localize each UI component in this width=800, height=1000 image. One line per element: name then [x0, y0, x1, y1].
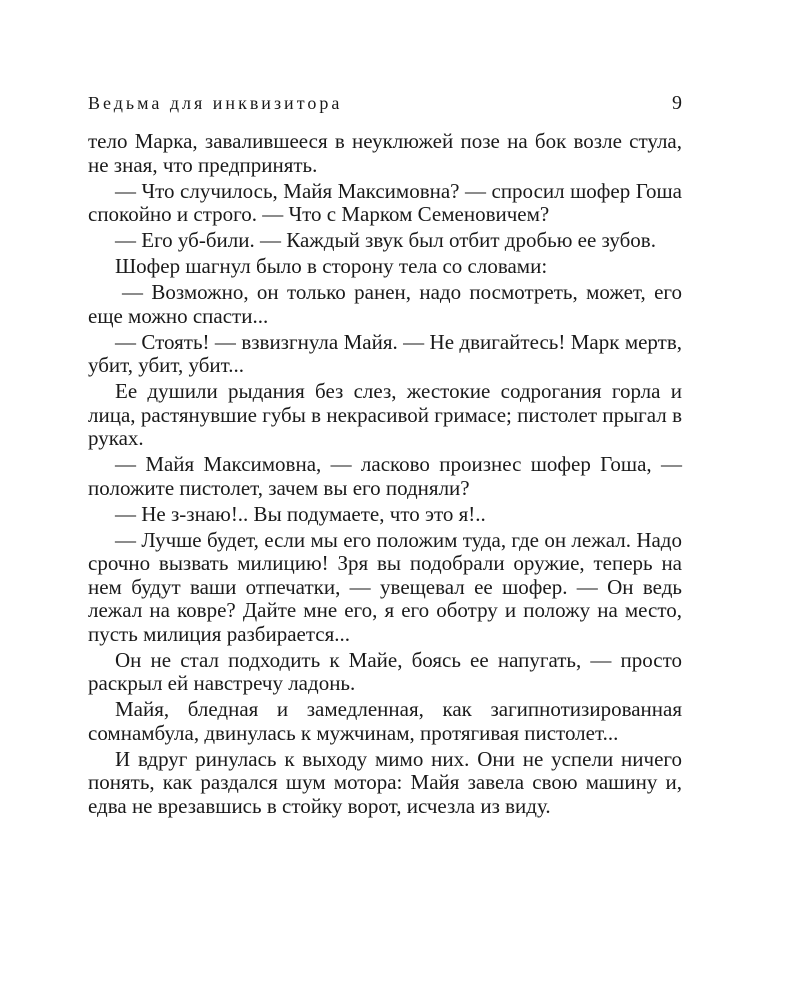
page-number: 9: [672, 92, 682, 114]
paragraph: Шофер шагнул было в сторону тела со словами:: [115, 254, 548, 278]
paragraph: И вдруг ринулась к выходу мимо них. Они не успели ничего понять, как раздался шум мотора: Майя завела свою машину и, едва не врезавшись в стойку ворот, исчезла из виду.: [88, 746, 682, 818]
body-text: [88, 130, 682, 821]
paragraph: — Что случилось, Майя Максимовна? — спросил шофер Гоша спокойно и строго. — Что с Марком Семеновичем?: [88, 178, 682, 226]
running-head: [88, 88, 682, 118]
paragraph: — Не з-знаю!.. Вы подумаете, что это я!..: [115, 501, 486, 526]
paragraph: Майя, бледная и замедленная, как загипнотизированная сомнамбула, двинулась к мужчинам, протягивая пистолет...: [88, 697, 682, 745]
running-title: Ведьма для инквизитора: [88, 93, 343, 113]
paragraph: — Стоять! — взвизгнула Майя. — Не двигайтесь! Марк мертв, убит, убит, убит...: [88, 329, 682, 377]
paragraph: — Майя Максимовна, — ласково произнес шофер Гоша, — положите пистолет, зачем вы его подняли?: [88, 452, 682, 500]
paragraph: Он не стал подходить к Майе, боясь ее напугать, — просто раскрыл ей навстречу ладонь.: [88, 647, 682, 695]
paragraph: — Лучше будет, если мы его положим туда, где он лежал. Надо срочно вызвать милицию! Зря вы подобрали оружие, теперь на нем будут ваши отпечатки, — увещевал ее шофер. — Он ведь лежал на ковре? Дайте мне его, я его оботру и положу на место, пусть милиция разбирается...: [88, 527, 682, 646]
paragraph: тело Марка, завалившееся в неуклюжей позе на бок возле стула, не зная, что предпринять.: [88, 129, 682, 177]
paragraph: — Его уб-били. — Каждый звук был отбит дробью ее зубов.: [115, 228, 656, 252]
paragraph: — Возможно, он только ранен, надо посмотреть, может, его еще можно спасти...: [88, 280, 682, 328]
paragraph: Ее душили рыдания без слез, жестокие содрогания горла и лица, растянувшие губы в некрасивой гримасе; пистолет прыгал в руках.: [88, 379, 682, 450]
